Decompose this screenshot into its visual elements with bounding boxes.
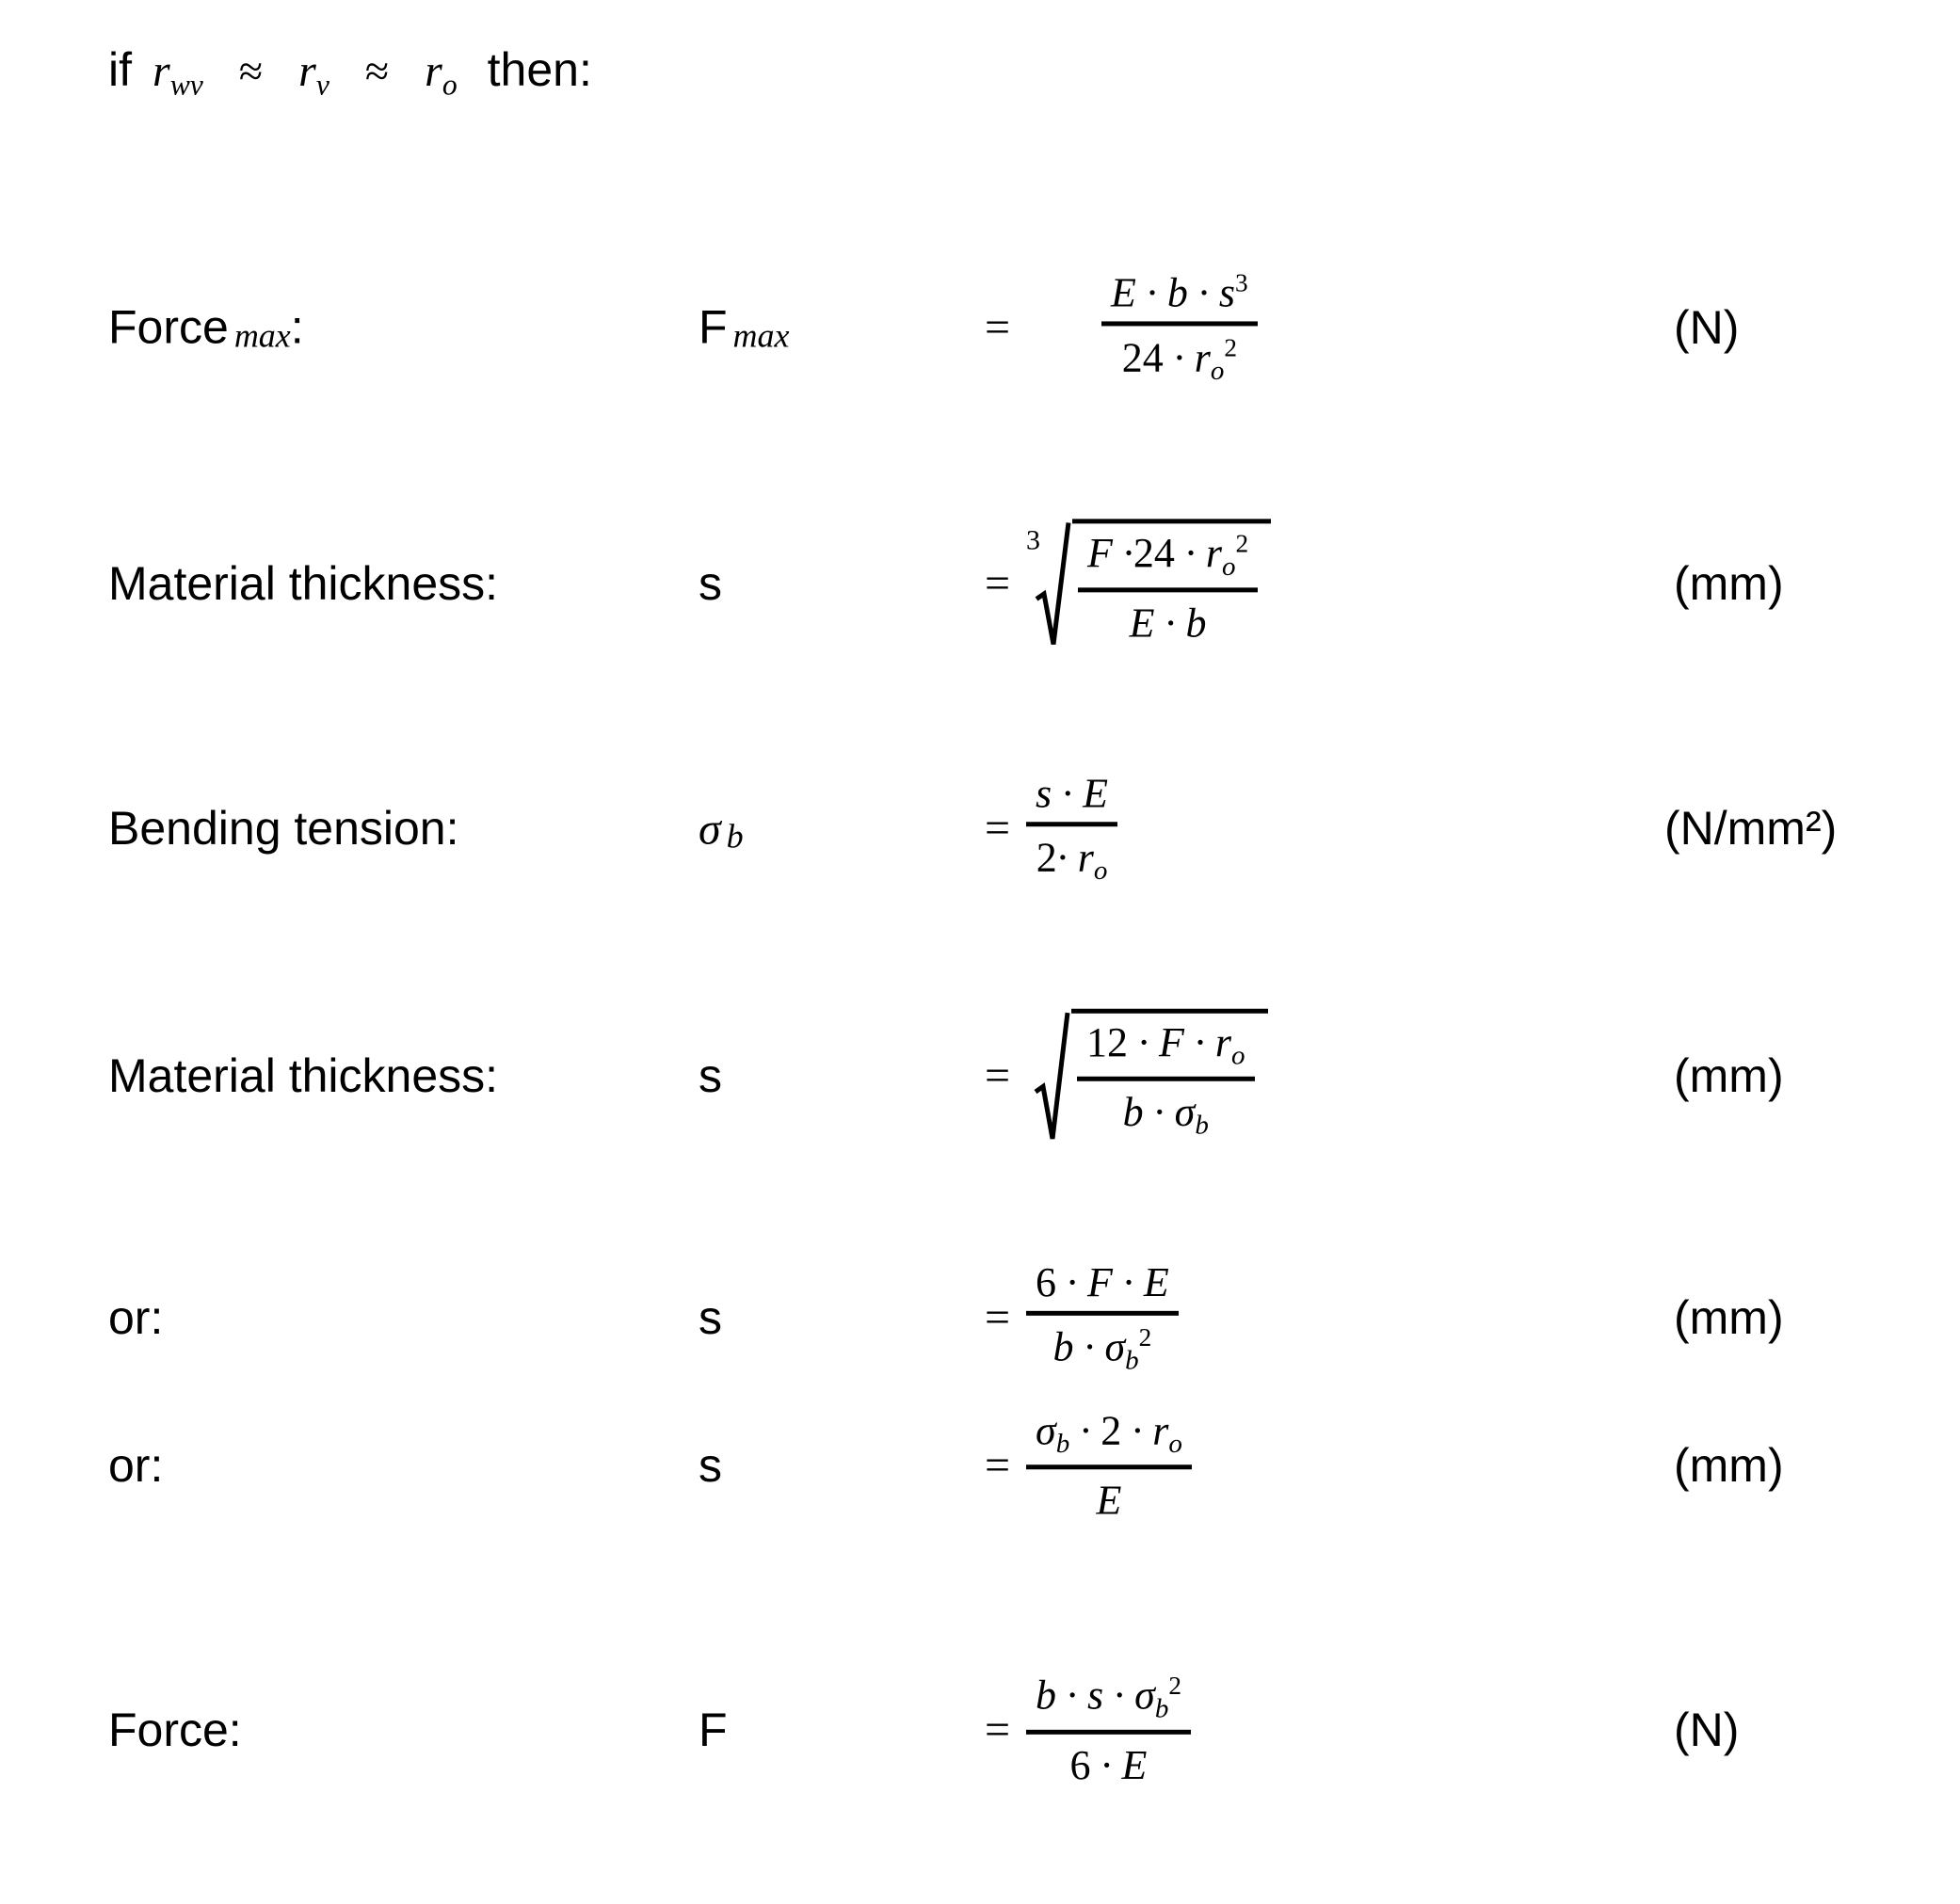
fraction-denominator: $24 \cdot r_o^2$ <box>1121 333 1237 387</box>
fraction-denominator: $2\cdot r_o$ <box>1036 834 1108 887</box>
radical-sign-icon <box>1035 519 1072 648</box>
row-expression <box>1026 519 1271 648</box>
if-keyword: if <box>108 43 132 96</box>
row-label: Bending tension: <box>108 802 459 855</box>
row-label: Force: <box>108 1704 242 1756</box>
row-unit: (mm) <box>1674 1291 1784 1344</box>
radical <box>1034 1009 1268 1143</box>
radicand <box>1071 1009 1268 1143</box>
row-label: Force max: <box>108 300 304 355</box>
row-symbol: σ b <box>699 804 744 856</box>
fraction-numerator: $E \cdot b \cdot s^3$ <box>1111 268 1248 316</box>
fraction-numerator: $F \cdot 24 \cdot r_o^2$ <box>1087 529 1249 582</box>
equals-sign: = <box>985 1292 1011 1343</box>
fraction-numerator: $\sigma_b \cdot 2 \cdot r_o$ <box>1036 1407 1182 1459</box>
variable-rv: $r_v$ <box>298 46 329 102</box>
row-expression <box>1026 1407 1192 1524</box>
fraction-denominator: E <box>1096 1477 1122 1524</box>
row-label: Material thickness: <box>108 557 499 610</box>
variable-rwv: $r_{wv}$ <box>153 46 203 102</box>
row-symbol: s <box>699 1291 722 1344</box>
radical <box>1026 519 1271 648</box>
approx-sign-1: ≈ <box>238 47 264 95</box>
row-expression <box>1101 268 1258 386</box>
row-label: or: <box>108 1291 164 1344</box>
row-symbol: F <box>699 1704 728 1756</box>
radical-sign-icon <box>1034 1009 1071 1143</box>
fraction-numerator: $b \cdot s \cdot \sigma_b^2$ <box>1036 1671 1181 1724</box>
radical-index: 3 <box>1026 524 1040 556</box>
fraction-denominator: $b \cdot \sigma_b^2$ <box>1052 1323 1152 1376</box>
fraction <box>1026 1259 1179 1376</box>
fraction-numerator: s · E <box>1036 770 1109 817</box>
fraction-denominator: 6 · E <box>1069 1741 1148 1788</box>
equals-sign: = <box>985 1704 1011 1755</box>
condition-line <box>108 45 592 103</box>
row-label: or: <box>108 1439 164 1492</box>
fraction-denominator: $b \cdot \sigma_b$ <box>1122 1089 1209 1141</box>
equals-sign: = <box>985 558 1011 609</box>
row-unit: (mm) <box>1674 1049 1784 1102</box>
row-unit: (N) <box>1674 301 1740 354</box>
fraction <box>1078 529 1258 646</box>
row-unit: (N/mm²) <box>1664 802 1838 855</box>
fraction <box>1101 268 1258 386</box>
equals-sign: = <box>985 1440 1011 1491</box>
variable-ro: $r_o$ <box>425 46 458 102</box>
equals-sign: = <box>985 1050 1011 1101</box>
row-expression <box>1026 1672 1191 1788</box>
then-keyword: then: <box>487 43 592 96</box>
equals-sign: = <box>985 302 1011 353</box>
equals-sign: = <box>985 803 1011 854</box>
row-symbol: s <box>699 1049 722 1102</box>
row-label: Material thickness: <box>108 1049 499 1102</box>
row-symbol: F max <box>699 300 790 355</box>
row-expression <box>1026 770 1117 887</box>
row-unit: (mm) <box>1674 1439 1784 1492</box>
row-symbol: s <box>699 557 722 610</box>
radicand <box>1072 519 1271 648</box>
row-unit: (mm) <box>1674 557 1784 610</box>
fraction <box>1077 1019 1255 1141</box>
row-symbol: s <box>699 1439 722 1492</box>
fraction-numerator: 6 · F · E <box>1036 1258 1169 1305</box>
row-expression <box>1026 1259 1179 1376</box>
fraction-denominator: E · b <box>1129 600 1207 647</box>
fraction <box>1026 1672 1191 1788</box>
fraction-numerator: $12 \cdot F \cdot r_o$ <box>1086 1018 1245 1071</box>
row-expression <box>1034 1009 1268 1143</box>
fraction <box>1026 770 1117 887</box>
row-unit: (N) <box>1674 1704 1740 1756</box>
approx-sign-2: ≈ <box>364 47 390 95</box>
fraction <box>1026 1407 1192 1524</box>
